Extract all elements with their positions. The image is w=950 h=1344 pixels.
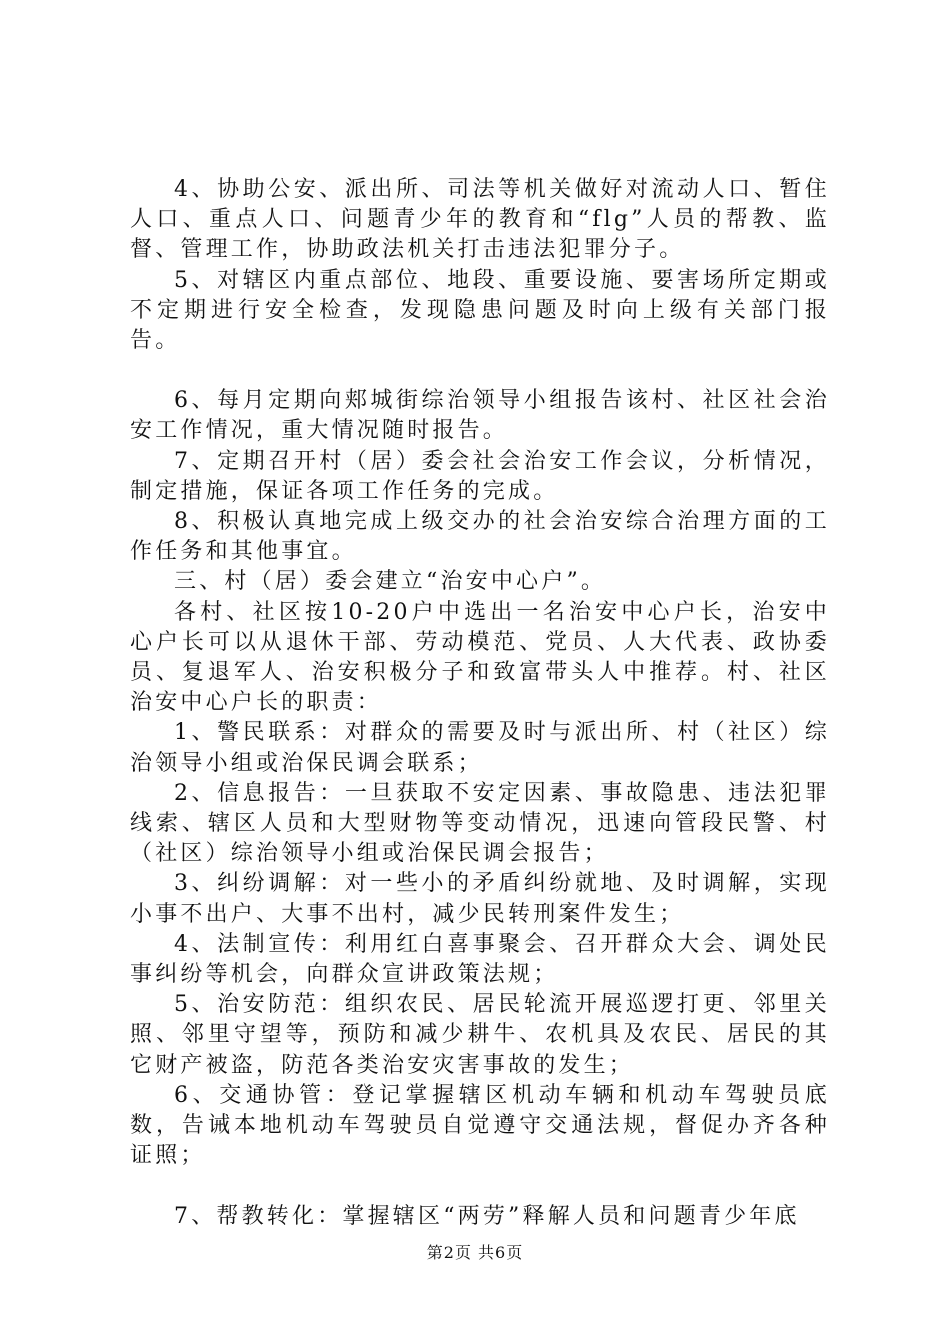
document-body (130, 175, 830, 1232)
section-heading: 三、村（居）委会建立“治安中心户”。 (174, 569, 607, 595)
section-intro: 各村、社区按10-20户中选出一名治安中心户长，治安中心户长可以从退休干部、劳动模范、党员、人大代表、政协委员、复退军人、治安积极分子和致富带头人中推荐。村、社区治安中心户长的职责： (130, 599, 830, 716)
paragraph-item-7: 7、定期召开村（居）委会社会治安工作会议，分析情况，制定措施，保证各项工作任务的完成。 (130, 448, 830, 504)
paragraph-item-8: 8、积极认真地完成上级交办的社会治安综合治理方面的工作任务和其他事宜。 (130, 509, 830, 565)
duty-item-3: 3、纠纷调解：对一些小的矛盾纠纷就地、及时调解，实现小事不出户、大事不出村，减少民转刑案件发生； (130, 871, 830, 927)
duty-item-4: 4、法制宣传：利用红白喜事聚会、召开群众大会、调处民事纠纷等机会，向群众宣讲政策法规； (130, 931, 830, 988)
paragraph-item-6: 6、每月定期向郏城街综治领导小组报告该村、社区社会治安工作情况，重大情况随时报告。 (130, 388, 830, 444)
duty-item-6: 6、交通协管：登记掌握辖区机动车辆和机动车驾驶员底数，告诫本地机动车驾驶员自觉遵守交通法规，督促办齐各种证照； (130, 1082, 830, 1169)
duty-item-1: 1、警民联系：对群众的需要及时与派出所、村（社区）综治领导小组或治保民调会联系； (130, 720, 830, 776)
duty-item-2: 2、信息报告：一旦获取不安定因素、事故隐患、违法犯罪线索、辖区人员和大型财物等变动情况，迅速向管段民警、村（社区）综治领导小组或治保民调会报告； (130, 780, 830, 867)
paragraph-gap (130, 1172, 830, 1202)
paragraph-gap (130, 356, 830, 386)
duty-item-7: 7、帮教转化：掌握辖区“两劳”释解人员和问题青少年底 (174, 1203, 800, 1229)
paragraph-item-4: 4、协助公安、派出所、司法等机关做好对流动人口、暂住人口、重点人口、问题青少年的教育和“flg”人员的帮教、监督、管理工作，协助政法机关打击违法犯罪分子。 (130, 177, 830, 263)
page-number-footer: 第2页 共6页 (426, 1243, 524, 1262)
paragraph-item-5: 5、对辖区内重点部位、地段、重要设施、要害场所定期或不定期进行安全检查，发现隐患问题及时向上级有关部门报告。 (130, 267, 830, 354)
duty-item-5: 5、治安防范：组织农民、居民轮流开展巡逻打更、邻里关照、邻里守望等，预防和减少耕牛、农机具及农民、居民的其它财产被盗，防范各类治安灾害事故的发生； (130, 992, 830, 1078)
